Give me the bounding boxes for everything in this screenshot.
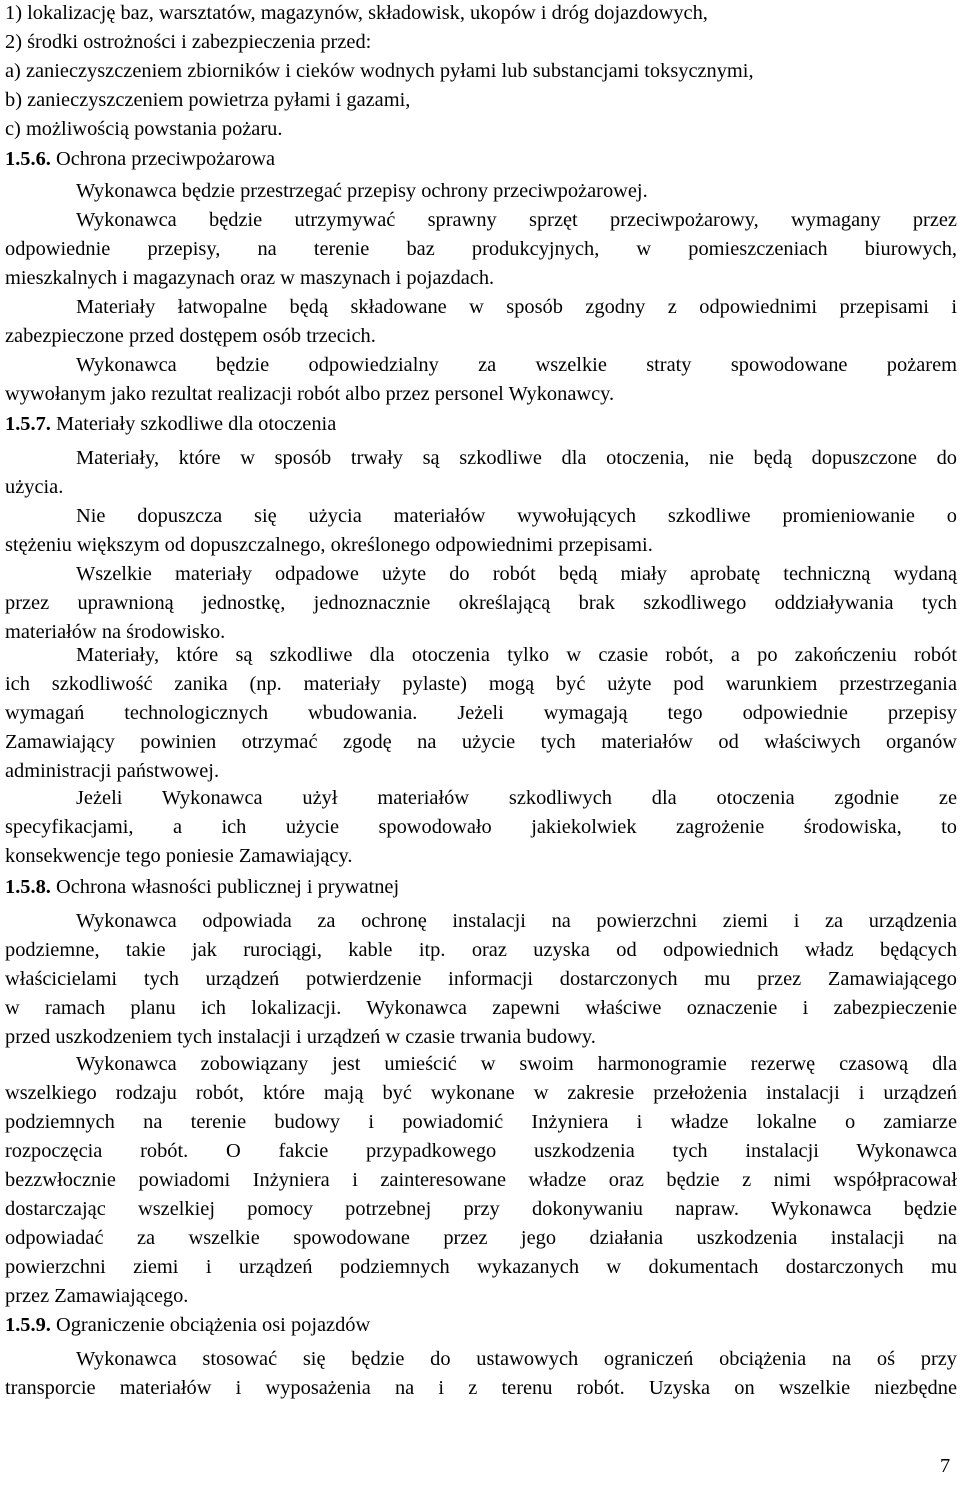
paragraph-line: użycia. [5, 476, 64, 498]
paragraph-line: Materiały, które w sposób trwały są szkodliwe dla otoczenia, nie będą dopuszczone do [76, 447, 957, 469]
paragraph-line: dostarczając wszelkiej pomocy potrzebnej przy dokonywaniu napraw. Wykonawca będzie [5, 1198, 957, 1220]
list-item: 2) środki ostrożności i zabezpieczenia przed: [5, 31, 372, 53]
paragraph-line: wymagań technologicznych wbudowania. Jeżeli wymagają tego odpowiednie przepisy [5, 702, 957, 724]
paragraph-line: Wykonawca będzie przestrzegać przepisy ochrony przeciwpożarowej. [76, 180, 648, 202]
section-number: 1.5.6. [5, 148, 51, 170]
paragraph-line: konsekwencje tego poniesie Zamawiający. [5, 845, 353, 867]
section-title: Materiały szkodliwe dla otoczenia [56, 413, 337, 435]
section-number: 1.5.8. [5, 876, 51, 898]
paragraph-line: ich szkodliwość zanika (np. materiały pylaste) mogą być użyte pod warunkiem przestrzegania [5, 673, 957, 695]
paragraph-line: stężeniu większym od dopuszczalnego, określonego odpowiednimi przepisami. [5, 534, 653, 556]
paragraph-line: podziemnych na terenie budowy i powiadomić Inżyniera i władze lokalne o zamiarze [5, 1111, 957, 1133]
document-page [5, 0, 957, 1493]
paragraph-line: mieszkalnych i magazynach oraz w maszynach i pojazdach. [5, 267, 495, 289]
paragraph-line: Nie dopuszcza się użycia materiałów wywołujących szkodliwe promieniowanie o [76, 505, 957, 527]
paragraph-line: wszelkiego rodzaju robót, które mają być wykonane w zakresie przełożenia instalacji i urządzeń [5, 1082, 957, 1104]
paragraph-line: Materiały, które są szkodliwe dla otoczenia tylko w czasie robót, a po zakończeniu robót [76, 644, 957, 666]
paragraph-line: rozpoczęcia robót. O fakcie przypadkowego uszkodzenia tych instalacji Wykonawca [5, 1140, 957, 1162]
section-title: Ograniczenie obciążenia osi pojazdów [56, 1314, 371, 1336]
list-item: b) zanieczyszczeniem powietrza pyłami i gazami, [5, 89, 411, 111]
list-item: c) możliwością powstania pożaru. [5, 118, 283, 140]
paragraph-line: administracji państwowej. [5, 760, 220, 782]
paragraph-line: Wykonawca odpowiada za ochronę instalacji na powierzchni ziemi i za urządzenia [76, 910, 957, 932]
paragraph-line: wywołanym jako rezultat realizacji robót albo przez personel Wykonawcy. [5, 383, 615, 405]
paragraph-line: w ramach planu ich lokalizacji. Wykonawca zapewni właściwe oznaczenie i zabezpieczenie [5, 997, 957, 1019]
paragraph-line: przez Zamawiającego. [5, 1285, 189, 1307]
list-item: a) zanieczyszczeniem zbiorników i cieków wodnych pyłami lub substancjami toksycznymi, [5, 60, 754, 82]
list-item: 1) lokalizację baz, warsztatów, magazynów, składowisk, ukopów i dróg dojazdowych, [5, 2, 708, 24]
paragraph-line: bezzwłocznie powiadomi Inżyniera i zainteresowane władze oraz będzie z nimi współpracował [5, 1169, 957, 1191]
section-heading-1-5-9 [5, 1311, 370, 1340]
section-number: 1.5.9. [5, 1314, 51, 1336]
paragraph-line: odpowiadać za wszelkie spowodowane przez jego działania uszkodzenia instalacji na [5, 1227, 957, 1249]
paragraph-line: przez uprawnioną jednostkę, jednoznacznie określającą brak szkodliwego oddziaływania tych [5, 592, 957, 614]
paragraph-line: Wszelkie materiały odpadowe użyte do robót będą miały aprobatę techniczną wydaną [76, 563, 957, 585]
paragraph-line: Wykonawca zobowiązany jest umieścić w swoim harmonogramie rezerwę czasową dla [76, 1053, 957, 1075]
section-heading-1-5-6 [5, 145, 275, 174]
paragraph-line: Wykonawca będzie utrzymywać sprawny sprzęt przeciwpożarowy, wymagany przez [76, 209, 957, 231]
section-number: 1.5.7. [5, 413, 51, 435]
paragraph-line: specyfikacjami, a ich użycie spowodowało jakiekolwiek zagrożenie środowiska, to [5, 816, 957, 838]
paragraph-line: zabezpieczone przed dostępem osób trzecich. [5, 325, 376, 347]
page-number: 7 [940, 1455, 951, 1477]
paragraph-line: Wykonawca stosować się będzie do ustawowych ograniczeń obciążenia na oś przy [76, 1348, 957, 1370]
paragraph-line: powierzchni ziemi i urządzeń podziemnych wykazanych w dokumentach dostarczonych mu [5, 1256, 957, 1278]
paragraph-line: Materiały łatwopalne będą składowane w sposób zgodny z odpowiednimi przepisami i [76, 296, 957, 318]
paragraph-line: podziemne, takie jak rurociągi, kable itp. oraz uzyska od odpowiednich władz będących [5, 939, 957, 961]
paragraph-line: przed uszkodzeniem tych instalacji i urządzeń w czasie trwania budowy. [5, 1026, 596, 1048]
section-title: Ochrona własności publicznej i prywatnej [56, 876, 400, 898]
paragraph-line: odpowiednie przepisy, na terenie baz produkcyjnych, w pomieszczeniach biurowych, [5, 238, 957, 260]
paragraph-line: materiałów na środowisko. [5, 621, 226, 643]
section-heading-1-5-7 [5, 410, 336, 439]
section-title: Ochrona przeciwpożarowa [56, 148, 276, 170]
paragraph-line: Wykonawca będzie odpowiedzialny za wszelkie straty spowodowane pożarem [76, 354, 957, 376]
paragraph-line: Zamawiający powinien otrzymać zgodę na użycie tych materiałów od właściwych organów [5, 731, 957, 753]
section-heading-1-5-8 [5, 873, 399, 902]
paragraph-line: Jeżeli Wykonawca użył materiałów szkodliwych dla otoczenia zgodnie ze [76, 787, 957, 809]
paragraph-line: właścicielami tych urządzeń potwierdzenie informacji dostarczonych mu przez Zamawiającego [5, 968, 957, 990]
paragraph-line: transporcie materiałów i wyposażenia na i z terenu robót. Uzyska on wszelkie niezbędne [5, 1377, 957, 1399]
